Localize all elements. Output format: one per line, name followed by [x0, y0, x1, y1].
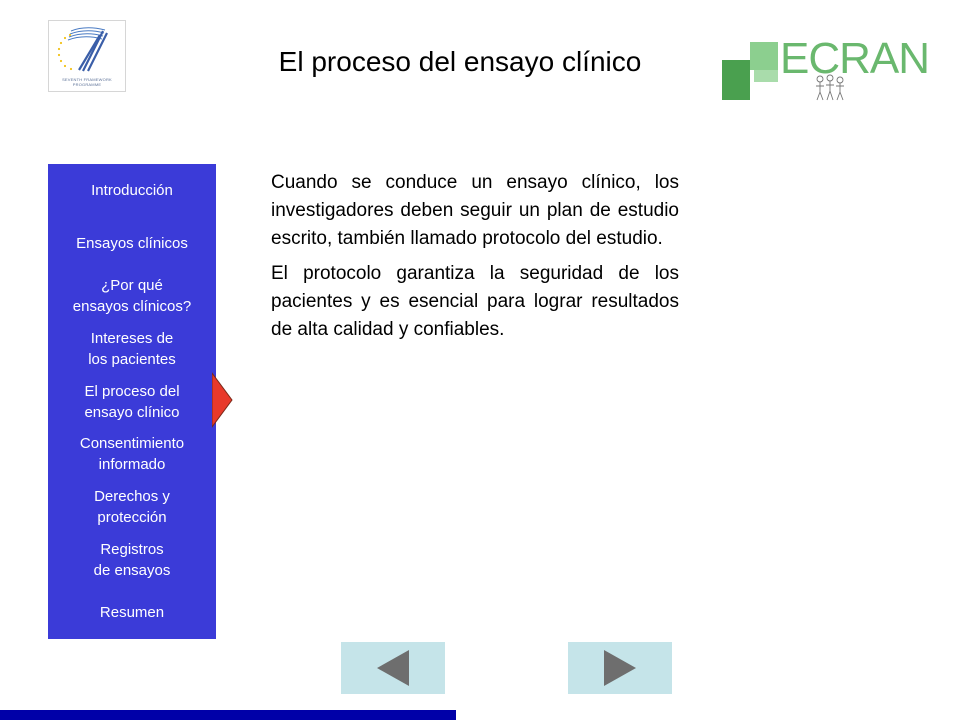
sidebar-item-por-que-ensayos[interactable]	[48, 270, 216, 323]
prev-button[interactable]	[341, 642, 445, 694]
sidebar-item-label: ¿Por qué ensayos clínicos?	[72, 276, 192, 315]
triangle-left-icon	[373, 648, 413, 688]
content-paragraph: Cuando se conduce un ensayo clínico, los investigadores deben seguir un plan de estudio escrito, también llamado protocolo del estudio.	[271, 172, 679, 249]
content-paragraph: El protocolo garantiza la seguridad de los pacientes y es esencial para lograr resultados de alta calidad y confiables.	[271, 263, 679, 340]
fp7-logo-line1: SEVENTH FRAMEWORK	[62, 77, 112, 82]
fp7-logo	[48, 20, 126, 92]
sidebar-item-label: Resumen	[99, 604, 165, 622]
ecran-logo-text: ECRAN	[780, 34, 930, 83]
sidebar-item-label: Introducción	[91, 181, 173, 199]
sidebar-item-derechos[interactable]	[48, 481, 216, 534]
main-content	[271, 169, 679, 351]
sidebar-item-registros[interactable]	[48, 533, 216, 586]
sidebar-item-label: El proceso del ensayo clínico	[84, 382, 180, 421]
sidebar-item-introduccion[interactable]	[48, 164, 216, 217]
sidebar-item-label: Ensayos clínicos	[76, 234, 188, 252]
fp7-logo-line2: PROGRAMME	[72, 82, 102, 87]
sidebar-item-label: Intereses de los pacientes	[88, 329, 176, 368]
sidebar-item-ensayos-clinicos[interactable]	[48, 217, 216, 270]
footer-bar	[0, 710, 456, 720]
sidebar-nav	[48, 164, 216, 639]
triangle-right-icon	[600, 648, 640, 688]
sidebar-item-intereses-pacientes[interactable]	[48, 322, 216, 375]
sidebar-item-label: Derechos y protección	[94, 488, 170, 527]
ecran-people-icon	[814, 74, 846, 102]
sidebar-item-resumen[interactable]	[48, 586, 216, 639]
active-section-arrow-icon	[212, 372, 234, 428]
sidebar-item-proceso-ensayo[interactable]	[48, 375, 216, 428]
next-button[interactable]	[568, 642, 672, 694]
sidebar-item-label: Consentimiento informado	[79, 435, 185, 474]
page-title: El proceso del ensayo clínico	[278, 46, 642, 77]
sidebar-item-label: Registros de ensayos	[93, 540, 171, 579]
sidebar-item-consentimiento[interactable]	[48, 428, 216, 481]
ecran-logo	[722, 34, 930, 104]
